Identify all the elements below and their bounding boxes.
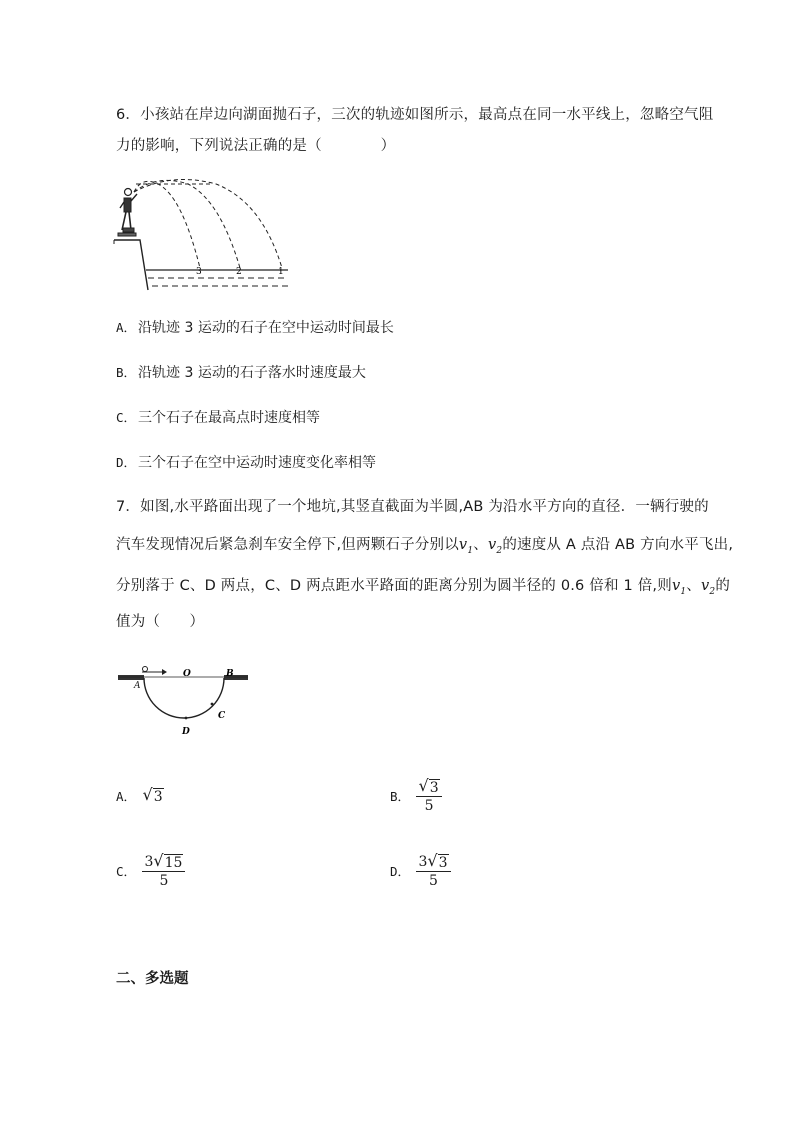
- q7-stem-line3: 分别落于 C、D 两点，C、D 两点距水平路面的距离分别为圆半径的 0.6 倍和 1 倍,则$v_1$、$v_2$的: [116, 578, 731, 597]
- option-text: 沿轨迹 3 运动的石子落水时速度最大: [138, 365, 366, 381]
- option-label: B．: [390, 789, 411, 804]
- option-text: 沿轨迹 3 运动的石子在空中运动时间最长: [138, 320, 394, 336]
- child-figure: [118, 189, 137, 237]
- trajectory-2: [134, 180, 240, 268]
- fraction: √ 3 5: [416, 777, 441, 815]
- point-label-c: C: [218, 711, 226, 721]
- point-label-a: A: [134, 681, 141, 691]
- radical-sign: √: [142, 785, 153, 804]
- q6-option-d[interactable]: [116, 452, 376, 472]
- q7-option-a[interactable]: [116, 786, 164, 805]
- point-label-o: O: [183, 669, 191, 679]
- option-label: A．: [116, 320, 137, 335]
- q7-option-d[interactable]: [390, 852, 451, 890]
- q7-stem-line2: 汽车发现情况后紧急刹车安全停下,但两颗石子分别以$v_1$、$v_2$的速度从 A 点沿 AB 方向水平飞出,: [116, 537, 734, 556]
- option-label: B．: [116, 365, 137, 380]
- option-label: D．: [116, 455, 137, 470]
- point-label-b: B: [226, 669, 234, 679]
- trajectory-label-2: 2: [236, 267, 242, 277]
- option-label: D．: [390, 864, 411, 879]
- q7-stem-line1: 7．如图,水平路面出现了一个地坑,其竖直截面为半圆,AB 为沿水平方向的直径．一辆行驶的: [116, 499, 709, 515]
- sqrt-expression: √ 3: [142, 785, 163, 805]
- q7-stem-line4: 值为（ ）: [116, 614, 205, 630]
- q7-option-b[interactable]: [390, 777, 442, 815]
- option-label: C．: [116, 864, 137, 879]
- trajectory-3: [134, 181, 200, 268]
- q6-option-c[interactable]: [116, 407, 320, 427]
- q7-figure-semicircle: [116, 660, 256, 740]
- q7-option-c[interactable]: [116, 852, 185, 890]
- q6-stem-line2: 力的影响，下列说法正确的是（ ）: [116, 138, 396, 154]
- section-heading-multiple-choice: 二、多选题: [116, 971, 189, 987]
- fraction: 3 √ 3 5: [416, 852, 450, 890]
- q6-figure-trajectories: [112, 178, 292, 298]
- trajectory-label-1: 1: [278, 267, 284, 277]
- point-label-d: D: [182, 727, 190, 737]
- q6-option-b[interactable]: [116, 362, 366, 382]
- fraction: 3 √ 15 5: [142, 852, 185, 890]
- option-text: 三个石子在最高点时速度相等: [138, 410, 321, 426]
- trajectory-label-3: 3: [196, 267, 202, 277]
- trajectory-1: [134, 180, 282, 269]
- option-text: 三个石子在空中运动时速度变化率相等: [138, 455, 377, 471]
- q6-option-a[interactable]: [116, 317, 394, 337]
- q6-stem-line1: 6．小孩站在岸边向湖面抛石子，三次的轨迹如图所示，最高点在同一水平线上，忽略空气阻: [116, 107, 714, 123]
- option-label: C．: [116, 410, 137, 425]
- option-label: A．: [116, 788, 137, 804]
